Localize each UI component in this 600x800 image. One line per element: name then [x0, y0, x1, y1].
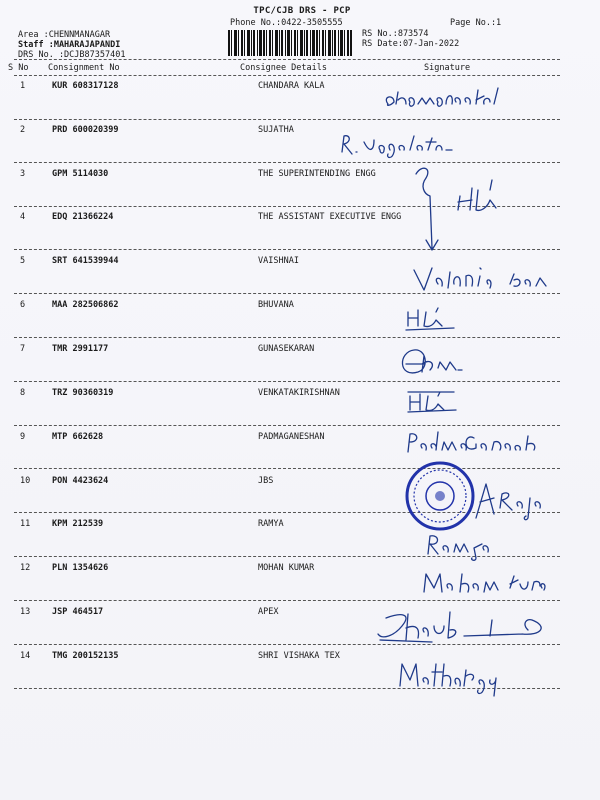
- row-consignee: VAISHNAI: [258, 256, 299, 266]
- row-sno: 6: [20, 300, 26, 310]
- divider: [14, 59, 560, 60]
- handwritten-signature: [372, 606, 562, 646]
- row-consignment-no: PRD 600020399: [52, 125, 119, 135]
- row-consignee: THE ASSISTANT EXECUTIVE ENGG: [258, 212, 402, 222]
- row-sno: 11: [20, 519, 31, 529]
- handwritten-signature: [410, 262, 560, 298]
- row-consignment-no: TRZ 90360319: [52, 388, 114, 398]
- row-consignment-no: PON 4423624: [52, 476, 109, 486]
- row-consignment-no: MAA 282506862: [52, 300, 119, 310]
- row-consignee: VENKATAKIRISHNAN: [258, 388, 340, 398]
- handwritten-signature: [424, 530, 494, 562]
- row-consignee: BHUVANA: [258, 300, 294, 310]
- row-consignment-no: GPM 5114030: [52, 169, 109, 179]
- row-consignee: SUJATHA: [258, 125, 294, 135]
- row-sno: 3: [20, 169, 26, 179]
- row-sno: 7: [20, 344, 26, 354]
- row-sno: 12: [20, 563, 31, 573]
- handwritten-initials: [404, 388, 464, 416]
- row-sno: 13: [20, 607, 31, 617]
- row-consignee: SHRI VISHAKA TEX: [258, 651, 340, 661]
- row-consignment-no: TMG 200152135: [52, 651, 119, 661]
- row-divider: [14, 600, 560, 601]
- rs-number: RS No.:873574: [362, 29, 429, 39]
- handwritten-signature: [472, 478, 552, 522]
- column-header-consignment: Consignment No: [48, 63, 120, 73]
- document-title: TPC/CJB DRS - PCP: [253, 6, 351, 16]
- row-consignee: APEX: [258, 607, 279, 617]
- row-sno: 9: [20, 432, 26, 442]
- row-sno: 10: [20, 476, 31, 486]
- handwritten-initials: [404, 304, 464, 332]
- row-consignment-no: TMR 2991177: [52, 344, 109, 354]
- column-header-signature: Signature: [424, 63, 471, 73]
- row-consignment-no: SRT 641539944: [52, 256, 119, 266]
- handwritten-signature: [404, 428, 544, 458]
- page-number: Page No.:1: [450, 18, 502, 28]
- row-sno: 1: [20, 81, 26, 91]
- row-divider: [14, 119, 560, 120]
- handwritten-signature: [336, 128, 466, 162]
- row-sno: 5: [20, 256, 26, 266]
- staff-field: Staff :MAHARAJAPANDI: [18, 40, 121, 50]
- handwritten-signature: [380, 84, 510, 116]
- row-consignment-no: JSP 464517: [52, 607, 104, 617]
- barcode: [228, 30, 352, 56]
- row-consignee: GUNASEKARAN: [258, 344, 315, 354]
- row-consignee: RAMYA: [258, 519, 284, 529]
- company-seal-stamp: [404, 460, 476, 532]
- row-sno: 4: [20, 212, 26, 222]
- handwritten-bracket-mark: [410, 160, 520, 256]
- drs-number: DRS No. :DCJB87357401: [18, 50, 126, 60]
- phone-number: Phone No.:0422-3505555: [230, 18, 343, 28]
- row-divider: [14, 468, 560, 469]
- row-consignment-no: EDQ 21366224: [52, 212, 114, 222]
- row-sno: 8: [20, 388, 26, 398]
- area-field: Area :CHENNMANAGAR: [18, 30, 111, 40]
- rs-date: RS Date:07-Jan-2022: [362, 39, 460, 49]
- row-consignment-no: MTP 662628: [52, 432, 104, 442]
- handwritten-signature: [396, 656, 506, 700]
- row-consignee: MOHAN KUMAR: [258, 563, 315, 573]
- row-consignment-no: KUR 608317128: [52, 81, 119, 91]
- column-header-consignee: Consignee Details: [240, 63, 327, 73]
- handwritten-signature: [420, 568, 550, 598]
- row-consignee: CHANDARA KALA: [258, 81, 325, 91]
- divider: [14, 75, 560, 76]
- row-divider: [14, 337, 560, 338]
- row-sno: 2: [20, 125, 26, 135]
- row-consignee: JBS: [258, 476, 274, 486]
- column-header-sno: S No: [8, 63, 29, 73]
- handwritten-signature: [396, 342, 486, 382]
- row-consignment-no: KPM 212539: [52, 519, 104, 529]
- row-consignee: THE SUPERINTENDING ENGG: [258, 169, 376, 179]
- row-sno: 14: [20, 651, 31, 661]
- row-consignee: PADMAGANESHAN: [258, 432, 325, 442]
- row-divider: [14, 425, 560, 426]
- row-consignment-no: PLN 1354626: [52, 563, 109, 573]
